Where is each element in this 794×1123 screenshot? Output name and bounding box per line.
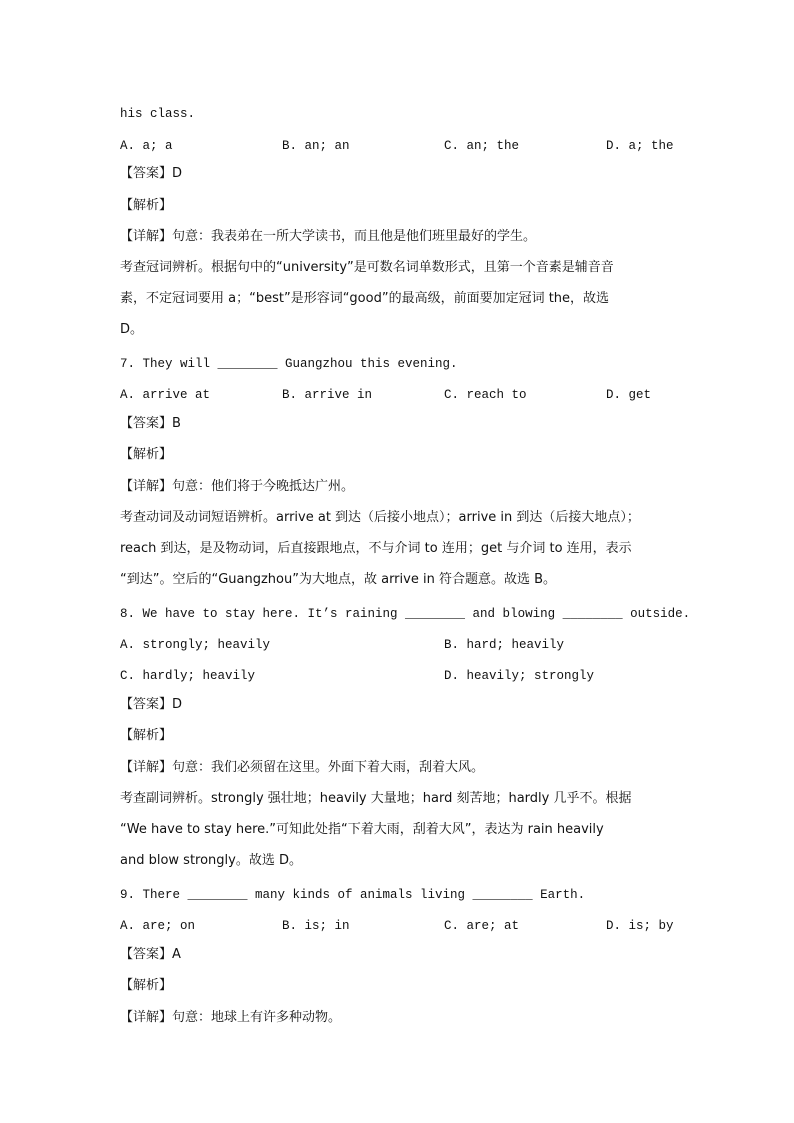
q9-option-d: D. is; by xyxy=(606,919,674,933)
q8-explain-line-2: “We have to stay here.”可知此处指“下着大雨，刮着大风”，表达为 rain heavily xyxy=(120,822,604,837)
q8-analysis-heading: 【解析】 xyxy=(120,728,173,743)
q7-explain-line-2: reach 到达，是及物动词，后直接跟地点，不与介词 to 连用；get 与介词 to 连用，表示 xyxy=(120,541,632,556)
q6-option-a: A. a; a xyxy=(120,139,173,153)
q8-option-c: C. hardly; heavily xyxy=(120,669,256,683)
q8-option-d: D. heavily; strongly xyxy=(444,669,595,683)
q9-analysis-heading: 【解析】 xyxy=(120,978,173,993)
q8-option-b: B. hard; heavily xyxy=(444,638,565,652)
q8-explain-line-3: and blow strongly。故选 D。 xyxy=(120,853,302,868)
q9-option-b: B. is; in xyxy=(282,919,350,933)
q8-detail: 【详解】句意：我们必须留在这里。外面下着大雨，刮着大风。 xyxy=(120,760,485,775)
q7-option-a: A. arrive at xyxy=(120,388,211,402)
question-fragment: his class. xyxy=(120,107,196,121)
q6-explain-line-2: 素，不定冠词要用 a；“best”是形容词“good”的最高级，前面要加定冠词 the，故选 xyxy=(120,291,610,306)
q9-answer: 【答案】A xyxy=(120,947,181,962)
q6-option-d: D. a; the xyxy=(606,139,674,153)
q9-option-a: A. are; on xyxy=(120,919,196,933)
q7-analysis-heading: 【解析】 xyxy=(120,447,173,462)
q7-explain-line-3: “到达”。空后的“Guangzhou”为大地点，故 arrive in 符合题意。故选 B。 xyxy=(120,572,556,587)
q8-option-a: A. strongly; heavily xyxy=(120,638,271,652)
q6-explain-line-1: 考查冠词辨析。根据句中的“university”是可数名词单数形式，且第一个音素是辅音音 xyxy=(120,260,614,275)
q7-option-b: B. arrive in xyxy=(282,388,373,402)
q8-answer: 【答案】D xyxy=(120,697,183,712)
q7-option-d: D. get xyxy=(606,388,652,402)
q9-detail: 【详解】句意：地球上有许多种动物。 xyxy=(120,1010,342,1025)
q7-answer: 【答案】B xyxy=(120,416,181,431)
q6-detail: 【详解】句意：我表弟在一所大学读书，而且他是他们班里最好的学生。 xyxy=(120,229,537,244)
q7-question: 7. They will ________ Guangzhou this evening. xyxy=(120,357,458,371)
q7-option-c: C. reach to xyxy=(444,388,527,402)
q7-explain-line-1: 考查动词及动词短语辨析。arrive at 到达（后接小地点）；arrive in 到达（后接大地点）； xyxy=(120,510,640,525)
q6-answer: 【答案】D xyxy=(120,166,183,181)
q9-question: 9. There ________ many kinds of animals living ________ Earth. xyxy=(120,888,586,902)
q6-analysis-heading: 【解析】 xyxy=(120,198,173,213)
q6-option-c: C. an; the xyxy=(444,139,520,153)
q8-explain-line-1: 考查副词辨析。strongly 强壮地；heavily 大量地；hard 刻苦地；hardly 几乎不。根据 xyxy=(120,791,632,806)
q6-explain-line-3: D。 xyxy=(120,322,144,337)
q8-question: 8. We have to stay here. It’s raining ________ and blowing ________ outside. xyxy=(120,607,691,621)
q7-detail: 【详解】句意：他们将于今晚抵达广州。 xyxy=(120,479,355,494)
q6-option-b: B. an; an xyxy=(282,139,350,153)
q9-option-c: C. are; at xyxy=(444,919,520,933)
